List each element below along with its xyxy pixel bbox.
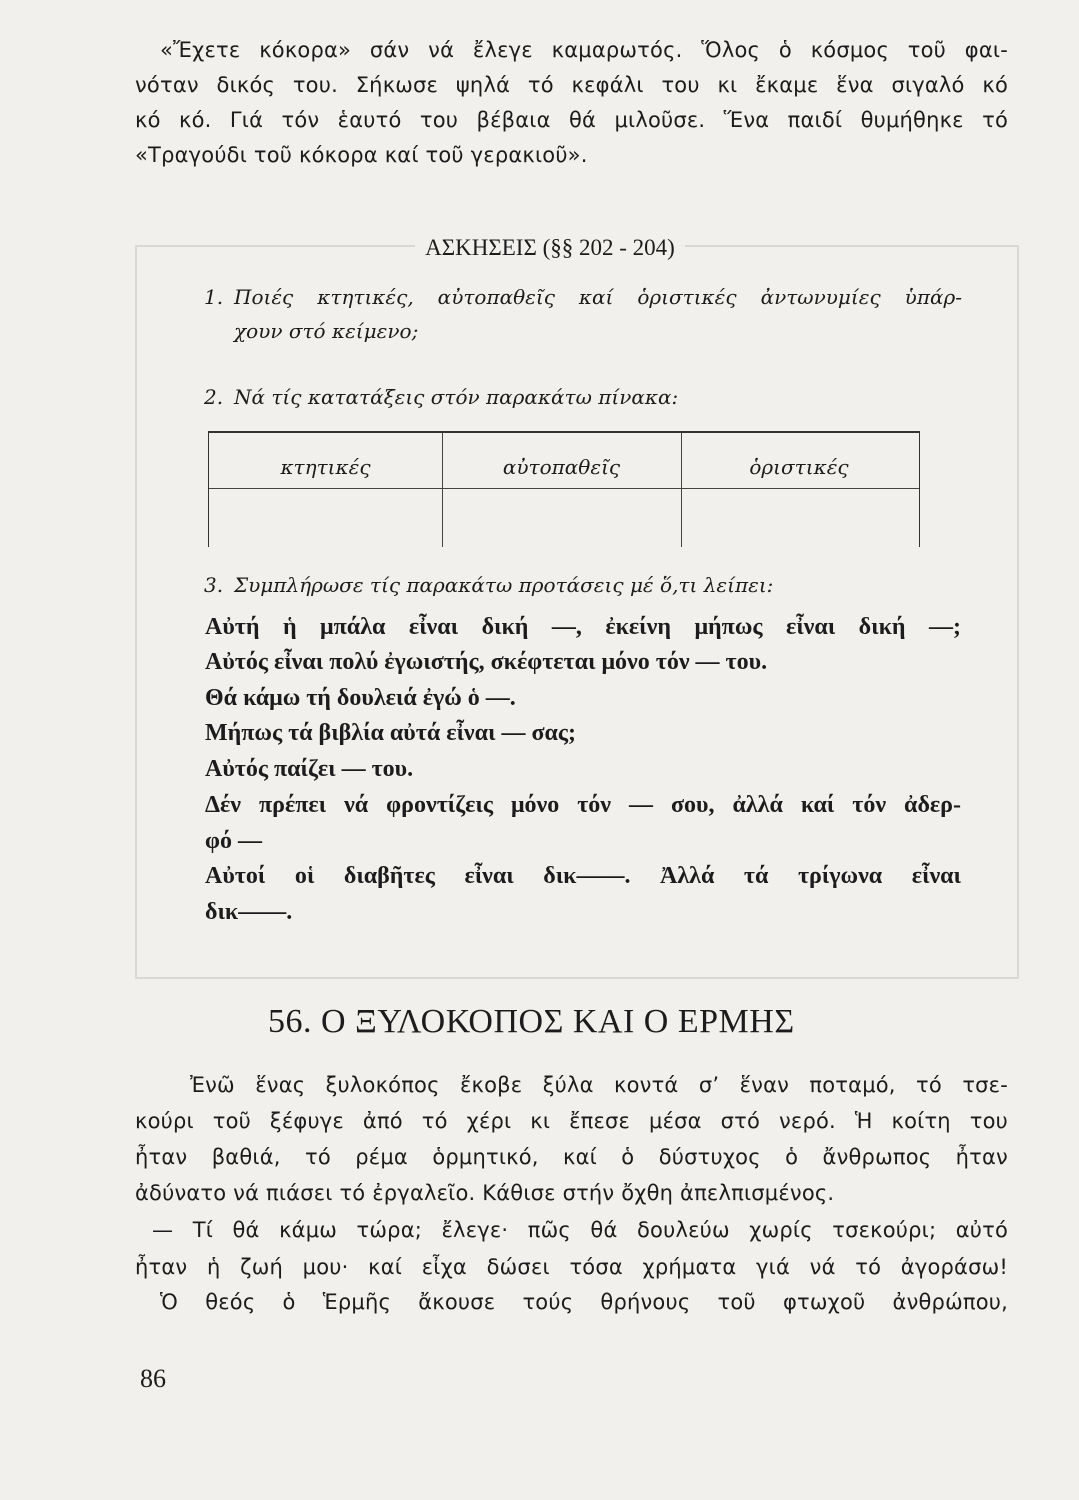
- q2-number: 2.: [204, 385, 224, 409]
- intro-line: «Ἔχετε κόκορα» σάν νά ἔλεγε καμαρωτός. Ὅλος ὁ κόσμος τοῦ φαι-: [160, 38, 1008, 62]
- page-number: 86: [140, 1364, 166, 1393]
- table-column-divider: [442, 433, 443, 547]
- sentence: Αὐτός παίζει — του.: [205, 756, 414, 782]
- chapter-title: 56. Ο ΞΥΛΟΚΟΠΟΣ ΚΑΙ Ο ΕΡΜΗΣ: [268, 1003, 795, 1040]
- q3-text: Συμπλήρωσε τίς παρακάτω προτάσεις μέ ὅ,τι λείπει:: [234, 573, 774, 597]
- q1-line: Ποιές κτητικές, αὐτοπαθεῖς καί ὁριστικές ἀντωνυμίες ὑπάρ-: [234, 285, 962, 309]
- sentence: Αὐτοί οἱ διαβῆτες εἶναι δικ——. Ἀλλά τά τρίγωνα εἶναι: [205, 863, 961, 889]
- q1-number: 1.: [204, 285, 224, 309]
- intro-line: κό κό. Γιά τόν ἑαυτό του βέβαια θά μιλοῦσε. Ἕνα παιδί θυμήθηκε τό: [135, 108, 1008, 132]
- chapter-line: ἦταν βαθιά, τό ρέμα ὁρμητικό, καί ὁ δύστυχος ὁ ἄνθρωπος ἦταν: [135, 1145, 1008, 1169]
- chapter-line: Ὁ θεός ὁ Ἑρμῆς ἄκουσε τούς θρήνους τοῦ φτωχοῦ ἀνθρώπου,: [160, 1290, 1008, 1314]
- sentence: Αὐτός εἶναι πολύ ἐγωιστής, σκέφτεται μόνο τόν — του.: [205, 649, 768, 675]
- chapter-line: ἀδύνατο νά πιάσει τό ἐργαλεῖο. Κάθισε στήν ὄχθη ἀπελπισμένος.: [135, 1181, 835, 1205]
- chapter-line: Ἐνῶ ἕνας ξυλοκόπος ἔκοβε ξύλα κοντά σ’ ἕναν ποταμό, τό τσε-: [190, 1073, 1008, 1097]
- pronoun-table: [208, 431, 920, 547]
- chapter-line: ἦταν ἡ ζωή μου· καί εἶχα δώσει τόσα χρήματα γιά νά τό ἀγοράσω!: [135, 1255, 1008, 1279]
- table-header-divider: [209, 488, 919, 489]
- q2-text: Νά τίς κατατάξεις στόν παρακάτω πίνακα:: [234, 385, 679, 409]
- q3-number: 3.: [204, 573, 224, 597]
- sentence: Θά κάμω τή δουλειά ἐγώ ὁ —.: [205, 685, 516, 711]
- table-header: ὁριστικές: [749, 455, 849, 479]
- intro-line: «Τραγούδι τοῦ κόκορα καί τοῦ γερακιοῦ».: [135, 143, 588, 167]
- table-column-divider: [681, 433, 682, 547]
- exercises-heading: [0, 236, 1079, 259]
- q1-line: χουν στό κείμενο;: [234, 319, 419, 343]
- sentence: δικ——.: [205, 899, 293, 925]
- sentence: Μήπως τά βιβλία αὐτά εἶναι — σας;: [205, 720, 577, 746]
- chapter-line: — Τί θά κάμω τώρα; ἔλεγε· πῶς θά δουλεύω χωρίς τσεκούρι; αὐτό: [152, 1218, 1008, 1242]
- table-header: αὐτοπαθεῖς: [502, 455, 621, 479]
- sentence: φό —: [205, 828, 262, 854]
- intro-line: νόταν δικός του. Σήκωσε ψηλά τό κεφάλι του κι ἔκαμε ἕνα σιγαλό κό: [135, 73, 1008, 97]
- exercises-heading-text: ΑΣΚΗΣΕΙΣ (§§ 202 - 204): [415, 235, 685, 260]
- chapter-line: κούρι τοῦ ξέφυγε ἀπό τό χέρι κι ἔπεσε μέσα στό νερό. Ἡ κοίτη του: [135, 1109, 1008, 1133]
- sentence: Αὐτή ἡ μπάλα εἶναι δική —, ἐκείνη μήπως εἶναι δική —;: [205, 614, 961, 640]
- table-header: κτητικές: [280, 455, 371, 479]
- sentence: Δέν πρέπει νά φροντίζεις μόνο τόν — σου, ἀλλά καί τόν ἀδερ-: [205, 792, 961, 818]
